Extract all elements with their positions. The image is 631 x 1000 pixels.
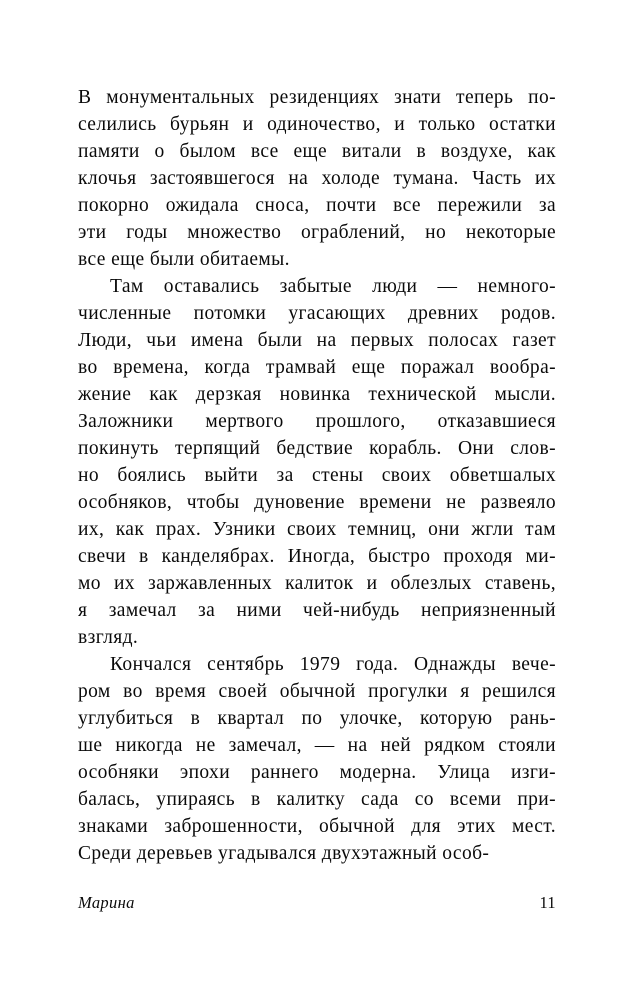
text-line: все еще были обитаемы. bbox=[78, 249, 290, 270]
text-line: особняков, чтобы дуновение времени не развеяло bbox=[78, 492, 556, 513]
text-line: знаками заброшенности, обычной для этих мест. bbox=[78, 816, 556, 837]
paragraph bbox=[78, 273, 556, 651]
footer bbox=[78, 893, 556, 913]
text-line: особняки эпохи раннего модерна. Улица изги- bbox=[78, 762, 556, 783]
text-line: Кончался сентябрь 1979 года. Однажды вече- bbox=[110, 654, 556, 675]
text-line: ше никогда не замечал, — на ней рядком стояли bbox=[78, 735, 556, 756]
text-line: Люди, чьи имена были на первых полосах газет bbox=[78, 330, 556, 351]
text-line: ром во время своей обычной прогулки я решился bbox=[78, 681, 556, 702]
text-line: В монументальных резиденциях знати теперь по- bbox=[78, 87, 556, 108]
text-line: численные потомки угасающих древних родов. bbox=[78, 303, 556, 324]
text-line: эти годы множество ограблений, но некоторые bbox=[78, 222, 556, 243]
running-title: Марина bbox=[78, 893, 135, 912]
text-line: балась, упираясь в калитку сада со всеми при- bbox=[78, 789, 556, 810]
text-block bbox=[78, 84, 556, 867]
text-line: покинуть терпящий бедствие корабль. Они слов- bbox=[78, 438, 556, 459]
text-line: Заложники мертвого прошлого, отказавшиеся bbox=[78, 411, 556, 432]
text-line: клочья застоявшегося на холоде тумана. Часть их bbox=[78, 168, 556, 189]
text-line: свечи в канделябрах. Иногда, быстро проходя ми- bbox=[78, 546, 556, 567]
text-line: мо их заржавленных калиток и облезлых ставень, bbox=[78, 573, 556, 594]
text-line: взгляд. bbox=[78, 627, 139, 648]
text-line: но боялись выйти за стены своих обветшалых bbox=[78, 465, 556, 486]
text-line: их, как прах. Узники своих темниц, они жгли там bbox=[78, 519, 556, 540]
page-number: 11 bbox=[539, 893, 556, 912]
paragraph bbox=[78, 651, 556, 867]
text-line: углубиться в квартал по улочке, которую рань- bbox=[78, 708, 556, 729]
text-line: во времена, когда трамвай еще поражал вообра- bbox=[78, 357, 556, 378]
text-line: я замечал за ними чей-нибудь неприязненный bbox=[78, 600, 556, 621]
paragraph bbox=[78, 84, 556, 273]
text-line: Там оставались забытые люди — немного- bbox=[110, 276, 556, 297]
text-line: Среди деревьев угадывался двухэтажный особ- bbox=[78, 843, 490, 864]
text-line: покорно ожидала сноса, почти все пережили за bbox=[78, 195, 556, 216]
text-line: селились бурьян и одиночество, и только остатки bbox=[78, 114, 556, 135]
text-line: жение как дерзкая новинка технической мысли. bbox=[78, 384, 556, 405]
text-line: памяти о былом все еще витали в воздухе, как bbox=[78, 141, 556, 162]
